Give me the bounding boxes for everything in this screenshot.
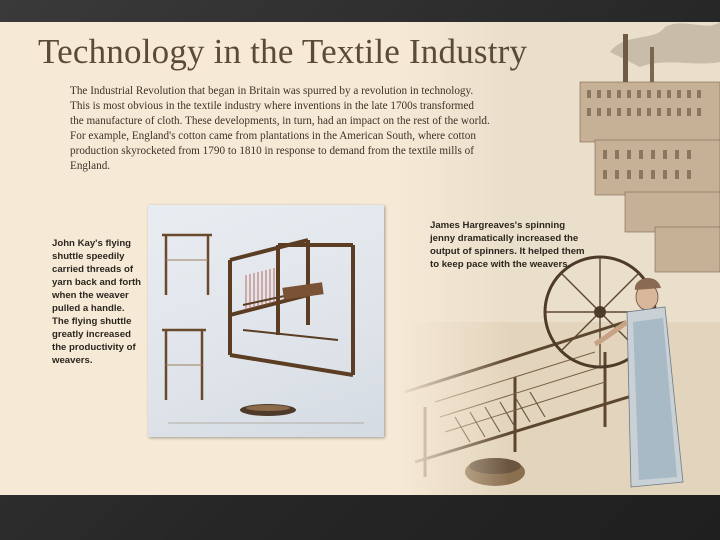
- slide-title: Technology in the Textile Industry: [38, 32, 528, 71]
- flying-shuttle-illustration: [148, 205, 384, 437]
- loom-drawing: [148, 205, 384, 437]
- intro-paragraph: The Industrial Revolution that began in Britain was spurred by a revolution in technology. This is most obvious in the textile industry where inventions in the late 1700s transformed the manufacture of cloth. These developments, in turn, had an impact on the rest of the world. For example, England's cotton came from plantations in the American South, where cotton production skyrocketed from 1790 to 1810 in response to demand from the textile mills of England.: [70, 85, 490, 172]
- content-panel: [0, 22, 720, 495]
- spinning-jenny-caption: James Hargreaves's spinning jenny dramatically increased the output of spinners. It helped them to keep pace with the weavers.: [430, 220, 585, 270]
- flying-shuttle-caption: John Kay's flying shuttle speedily carried threads of yarn back and forth when the weaver pulled a handle. The flying shuttle greatly increased the productivity of weavers.: [52, 238, 142, 366]
